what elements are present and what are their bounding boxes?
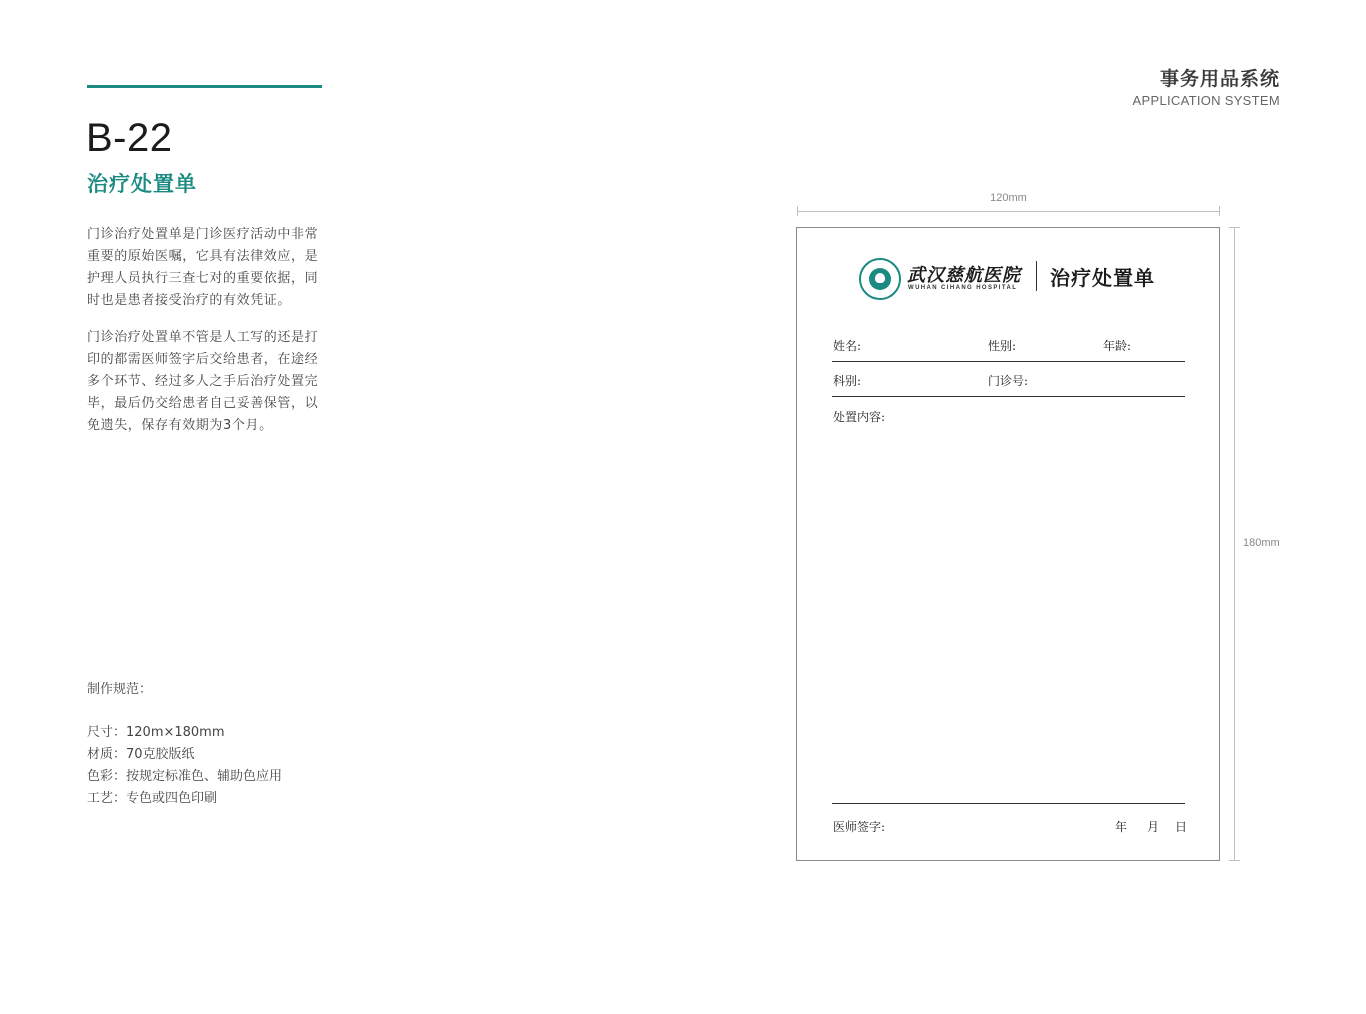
width-dimension-tick-right xyxy=(1219,206,1220,216)
spec-material: 材质：70克胶版纸 xyxy=(87,747,195,762)
item-title: 治疗处置单 xyxy=(87,172,197,196)
hospital-name-en: WUHAN CIHANG HOSPITAL xyxy=(908,285,1018,291)
height-dimension-tick-bottom xyxy=(1229,860,1240,861)
height-dimension-tick-top xyxy=(1229,227,1240,228)
logo-lotus-icon xyxy=(875,273,885,283)
date-day-label: 日 xyxy=(1175,820,1188,834)
item-code: B-22 xyxy=(86,116,173,160)
height-dimension-line xyxy=(1234,227,1235,861)
hospital-name-cn: 武汉慈航医院 xyxy=(907,265,1021,286)
height-dimension-label: 180mm xyxy=(1243,537,1280,549)
logo-divider xyxy=(1036,261,1037,291)
signature-divider xyxy=(832,803,1185,804)
row-divider-2 xyxy=(832,396,1185,397)
accent-rule xyxy=(87,85,322,88)
spec-title: 制作规范： xyxy=(87,682,153,697)
width-dimension-line xyxy=(797,211,1220,212)
system-title-cn: 事务用品系统 xyxy=(1159,68,1280,90)
spec-color: 色彩：按规定标准色、辅助色应用 xyxy=(87,769,283,784)
description-paragraph-1: 门诊治疗处置单是门诊医疗活动中非常重要的原始医嘱，它具有法律效应，是护理人员执行三查七对的重要依据，同时也是患者接受治疗的有效凭证。 xyxy=(87,227,319,308)
width-dimension-tick-left xyxy=(797,206,798,216)
system-title-en: APPLICATION SYSTEM xyxy=(1132,93,1280,108)
gender-field-label: 性别: xyxy=(988,339,1017,353)
width-dimension-label: 120mm xyxy=(990,192,1027,204)
spec-list xyxy=(87,722,282,810)
treatment-form-sheet xyxy=(796,227,1220,861)
name-field-label: 姓名: xyxy=(833,339,862,353)
date-year-label: 年 xyxy=(1115,820,1128,834)
form-title: 治疗处置单 xyxy=(1050,266,1155,290)
date-month-label: 月 xyxy=(1147,820,1160,834)
treatment-content-label: 处置内容: xyxy=(833,410,886,424)
department-field-label: 科别: xyxy=(833,374,862,388)
age-field-label: 年龄: xyxy=(1103,339,1132,353)
spec-size: 尺寸：120m×180mm xyxy=(87,725,225,740)
description-paragraph-2: 门诊治疗处置单不管是人工写的还是打印的都需医师签字后交给患者，在途经多个环节、经过多人之手后治疗处置完毕，最后仍交给患者自己妥善保管，以免遗失，保存有效期为3个月。 xyxy=(87,330,319,433)
spec-process: 工艺：专色或四色印刷 xyxy=(87,791,218,806)
clinic-number-field-label: 门诊号: xyxy=(988,374,1029,388)
doctor-signature-label: 医师签字: xyxy=(833,820,886,834)
row-divider-1 xyxy=(832,361,1185,362)
hospital-logo-icon xyxy=(859,258,901,300)
